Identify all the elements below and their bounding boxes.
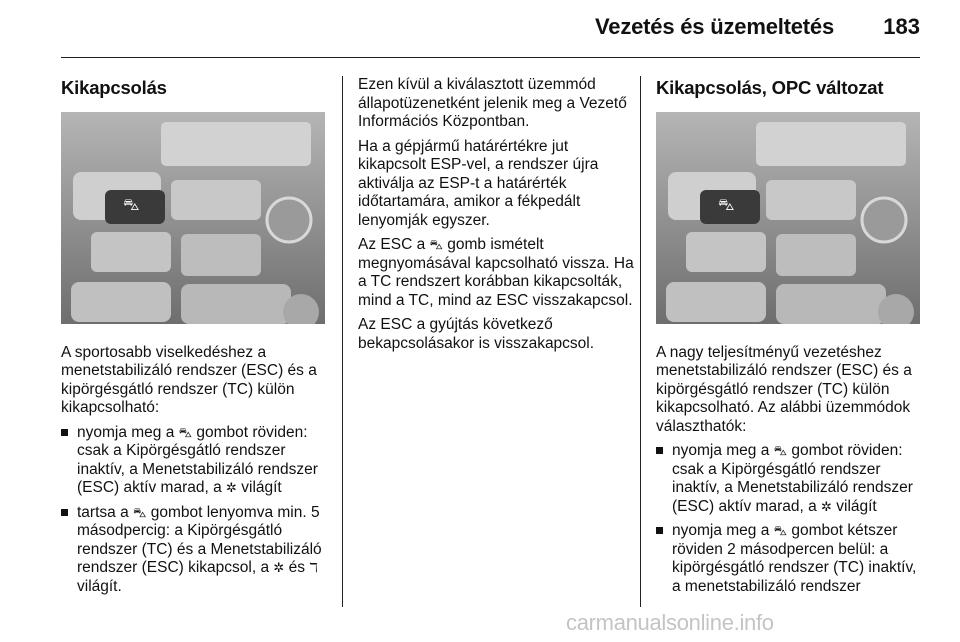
- traction-control-off-icon: ⛍: [718, 196, 735, 214]
- traction-control-off-icon: ⛍: [133, 504, 147, 520]
- list-item: nyomja meg a ⛍ gombot röviden: csak a Kipörgésgátló rendszer inaktív, a Menetstabilizáló rendszer (ESC) aktív marad, a ✲ világít: [61, 424, 335, 498]
- traction-control-off-icon: ⛍: [773, 443, 788, 458]
- section-title: Kikapcsolás, OPC változat: [656, 77, 884, 98]
- bullet: [61, 509, 68, 516]
- intro-paragraph: A nagy teljesítményű vezetéshez menetstabilizáló rendszer (ESC) és a kipörgésgátló rendszer (TC) külön kikapcsolható. Az alábbi üzemmódok választhatók:: [656, 343, 912, 435]
- list-item: tartsa a ⛍ gombot lenyomva min. 5 másodpercig: a Kipörgésgátló rendszer (TC) és a Menetstabilizáló rendszer (ESC) kikapcsol, a ✲ és ℸ világít.: [61, 504, 335, 597]
- paragraph: Ha a gépjármű határértékre jut kikapcsolt ESP-vel, a rendszer újra aktiválja az ESP-t a határérték időtartamára, amikor a fékpedált lenyomják egyszer.: [358, 137, 599, 229]
- column-1: [61, 76, 335, 602]
- traction-control-off-icon: ⛍: [429, 237, 443, 252]
- esc-off-indicator-icon: ✲: [273, 560, 285, 575]
- intro-paragraph: A sportosabb viselkedéshez a menetstabilizáló rendszer (ESC) és a kipörgésgátló rendszer (TC) külön kikapcsolható:: [61, 343, 317, 416]
- esc-off-indicator-icon: ✲: [226, 480, 237, 495]
- column-divider: [640, 76, 641, 607]
- section-title: Kikapcsolás: [61, 77, 167, 98]
- column-3: [656, 76, 926, 602]
- list-item: nyomja meg a ⛍ gombot röviden: csak a Kipörgésgátló rendszer inaktív, a Menetstabilizáló rendszer (ESC) aktív marad, a ✲ világít: [656, 442, 926, 516]
- paragraph: Az ESC a ⛍ gomb ismételt megnyomásával kapcsolható vissza. Ha a TC rendszert korábban kikapcsolták, mind a TC, mind az ESC visszakapcsol.: [358, 236, 634, 309]
- option-list: [61, 424, 335, 597]
- section-header-title: Vezetés és üzemeltetés: [595, 14, 834, 39]
- option-list: [656, 442, 926, 596]
- page-number: 183: [883, 14, 920, 39]
- column-2: [358, 76, 634, 359]
- dashboard-photo: [61, 112, 325, 324]
- bullet: [656, 447, 663, 454]
- watermark: carmanualsonline.info: [566, 610, 774, 635]
- esc-off-indicator-icon: ✲: [821, 498, 832, 514]
- tc-off-indicator-icon: ℸ: [309, 560, 318, 575]
- header-divider: [61, 57, 920, 58]
- paragraph: Ezen kívül a kiválasztott üzemmód állapotüzenetként jelenik meg a Vezető Információs Központban.: [358, 76, 627, 130]
- bullet: [656, 527, 663, 534]
- list-item: nyomja meg a ⛍ gombot kétszer röviden 2 másodpercen belül: a kipörgésgátló rendszer (TC) inaktív, a menetstabilizáló rendszer: [656, 522, 926, 596]
- paragraph: Az ESC a gyújtás következő bekapcsolásakor is visszakapcsol.: [358, 316, 595, 352]
- bullet: [61, 429, 68, 436]
- traction-control-off-icon: ⛍: [123, 196, 140, 214]
- traction-control-off-icon: ⛍: [773, 523, 788, 538]
- column-divider: [342, 76, 343, 607]
- traction-control-off-icon: ⛍: [178, 424, 193, 440]
- dashboard-photo: [656, 112, 920, 324]
